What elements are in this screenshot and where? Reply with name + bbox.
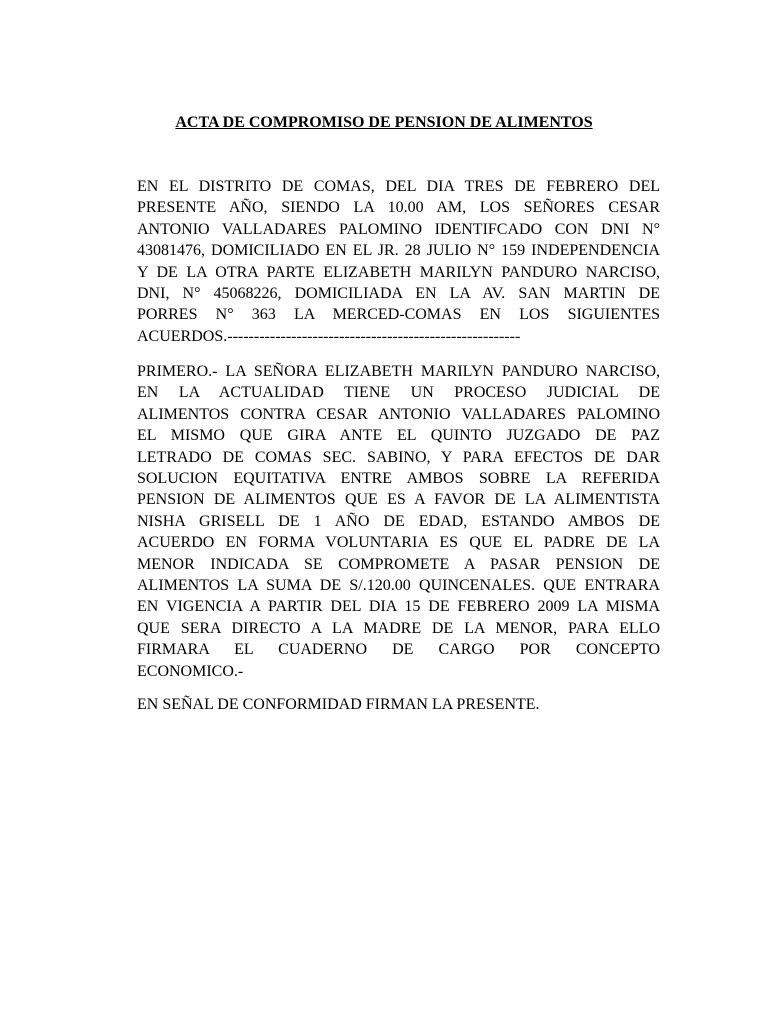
paragraph-line: EN LA ACTUALIDAD TIENE UN PROCESO JUDICIAL DE	[137, 384, 660, 402]
closing-line: EN SEÑAL DE CONFORMIDAD FIRMAN LA PRESENTE.	[137, 696, 540, 713]
paragraph-line: SOLUCION EQUITATIVA ENTRE AMBOS SOBRE LA REFERIDA	[137, 470, 660, 488]
paragraph-line: NISHA GRISELL DE 1 AÑO DE EDAD, ESTANDO AMBOS DE	[137, 512, 660, 530]
paragraph-line: ALIMENTOS CONTRA CESAR ANTONIO VALLADARES PALOMINO	[137, 405, 660, 423]
paragraph-line: EN VIGENCIA A PARTIR DEL DIA 15 DE FEBRERO 2009 LA MISMA	[137, 598, 660, 616]
paragraph-line: ANTONIO VALLADARES PALOMINO IDENTIFCADO CON DNI N°	[137, 220, 660, 238]
paragraph-closing	[137, 694, 660, 715]
paragraph-line: LETRADO DE COMAS SEC. SABINO, Y PARA EFECTOS DE DAR	[137, 448, 660, 466]
paragraph-line: EN EL DISTRITO DE COMAS, DEL DIA TRES DE FEBRERO DEL	[137, 178, 660, 195]
paragraph-line: ECONOMICO.-	[137, 662, 244, 680]
paragraph-line: ACUERDOS.-------------------------------------------------------	[137, 327, 521, 345]
paragraph-line: DNI, N° 45068226, DOMICILIADA EN LA AV. SAN MARTIN DE	[137, 285, 660, 303]
paragraph-line: EL MISMO QUE GIRA ANTE EL QUINTO JUZGADO DE PAZ	[137, 427, 660, 445]
paragraph-line: ACUERDO EN FORMA VOLUNTARIA ES QUE EL PADRE DE LA	[137, 534, 660, 552]
paragraph-line: 43081476, DOMICILIADO EN EL JR. 28 JULIO N° 159 INDEPENDENCIA	[137, 242, 660, 260]
paragraph-line: ALIMENTOS LA SUMA DE S/.120.00 QUINCENALES. QUE ENTRARA	[137, 577, 660, 595]
paragraph-line: PRIMERO.- LA SEÑORA ELIZABETH MARILYN PANDURO NARCISO,	[137, 363, 660, 380]
paragraph-line: QUE SERA DIRECTO A LA MADRE DE LA MENOR, PARA ELLO	[137, 619, 660, 637]
paragraph-line: PRESENTE AÑO, SIENDO LA 10.00 AM, LOS SEÑORES CESAR	[137, 199, 660, 217]
paragraph-line: MENOR INDICADA SE COMPROMETE A PASAR PENSION DE	[137, 555, 660, 573]
document-title: ACTA DE COMPROMISO DE PENSION DE ALIMENTOS	[175, 114, 593, 131]
paragraph-line: Y DE LA OTRA PARTE ELIZABETH MARILYN PANDURO NARCISO,	[137, 263, 660, 281]
paragraph-line: PENSION DE ALIMENTOS QUE ES A FAVOR DE LA ALIMENTISTA	[137, 491, 660, 509]
paragraph-line: FIRMARA EL CUADERNO DE CARGO POR CONCEPTO	[137, 641, 660, 659]
paragraph-intro	[137, 176, 660, 347]
paragraph-primero	[137, 361, 660, 682]
paragraph-line: PORRES N° 363 LA MERCED-COMAS EN LOS SIGUIENTES	[137, 306, 660, 324]
